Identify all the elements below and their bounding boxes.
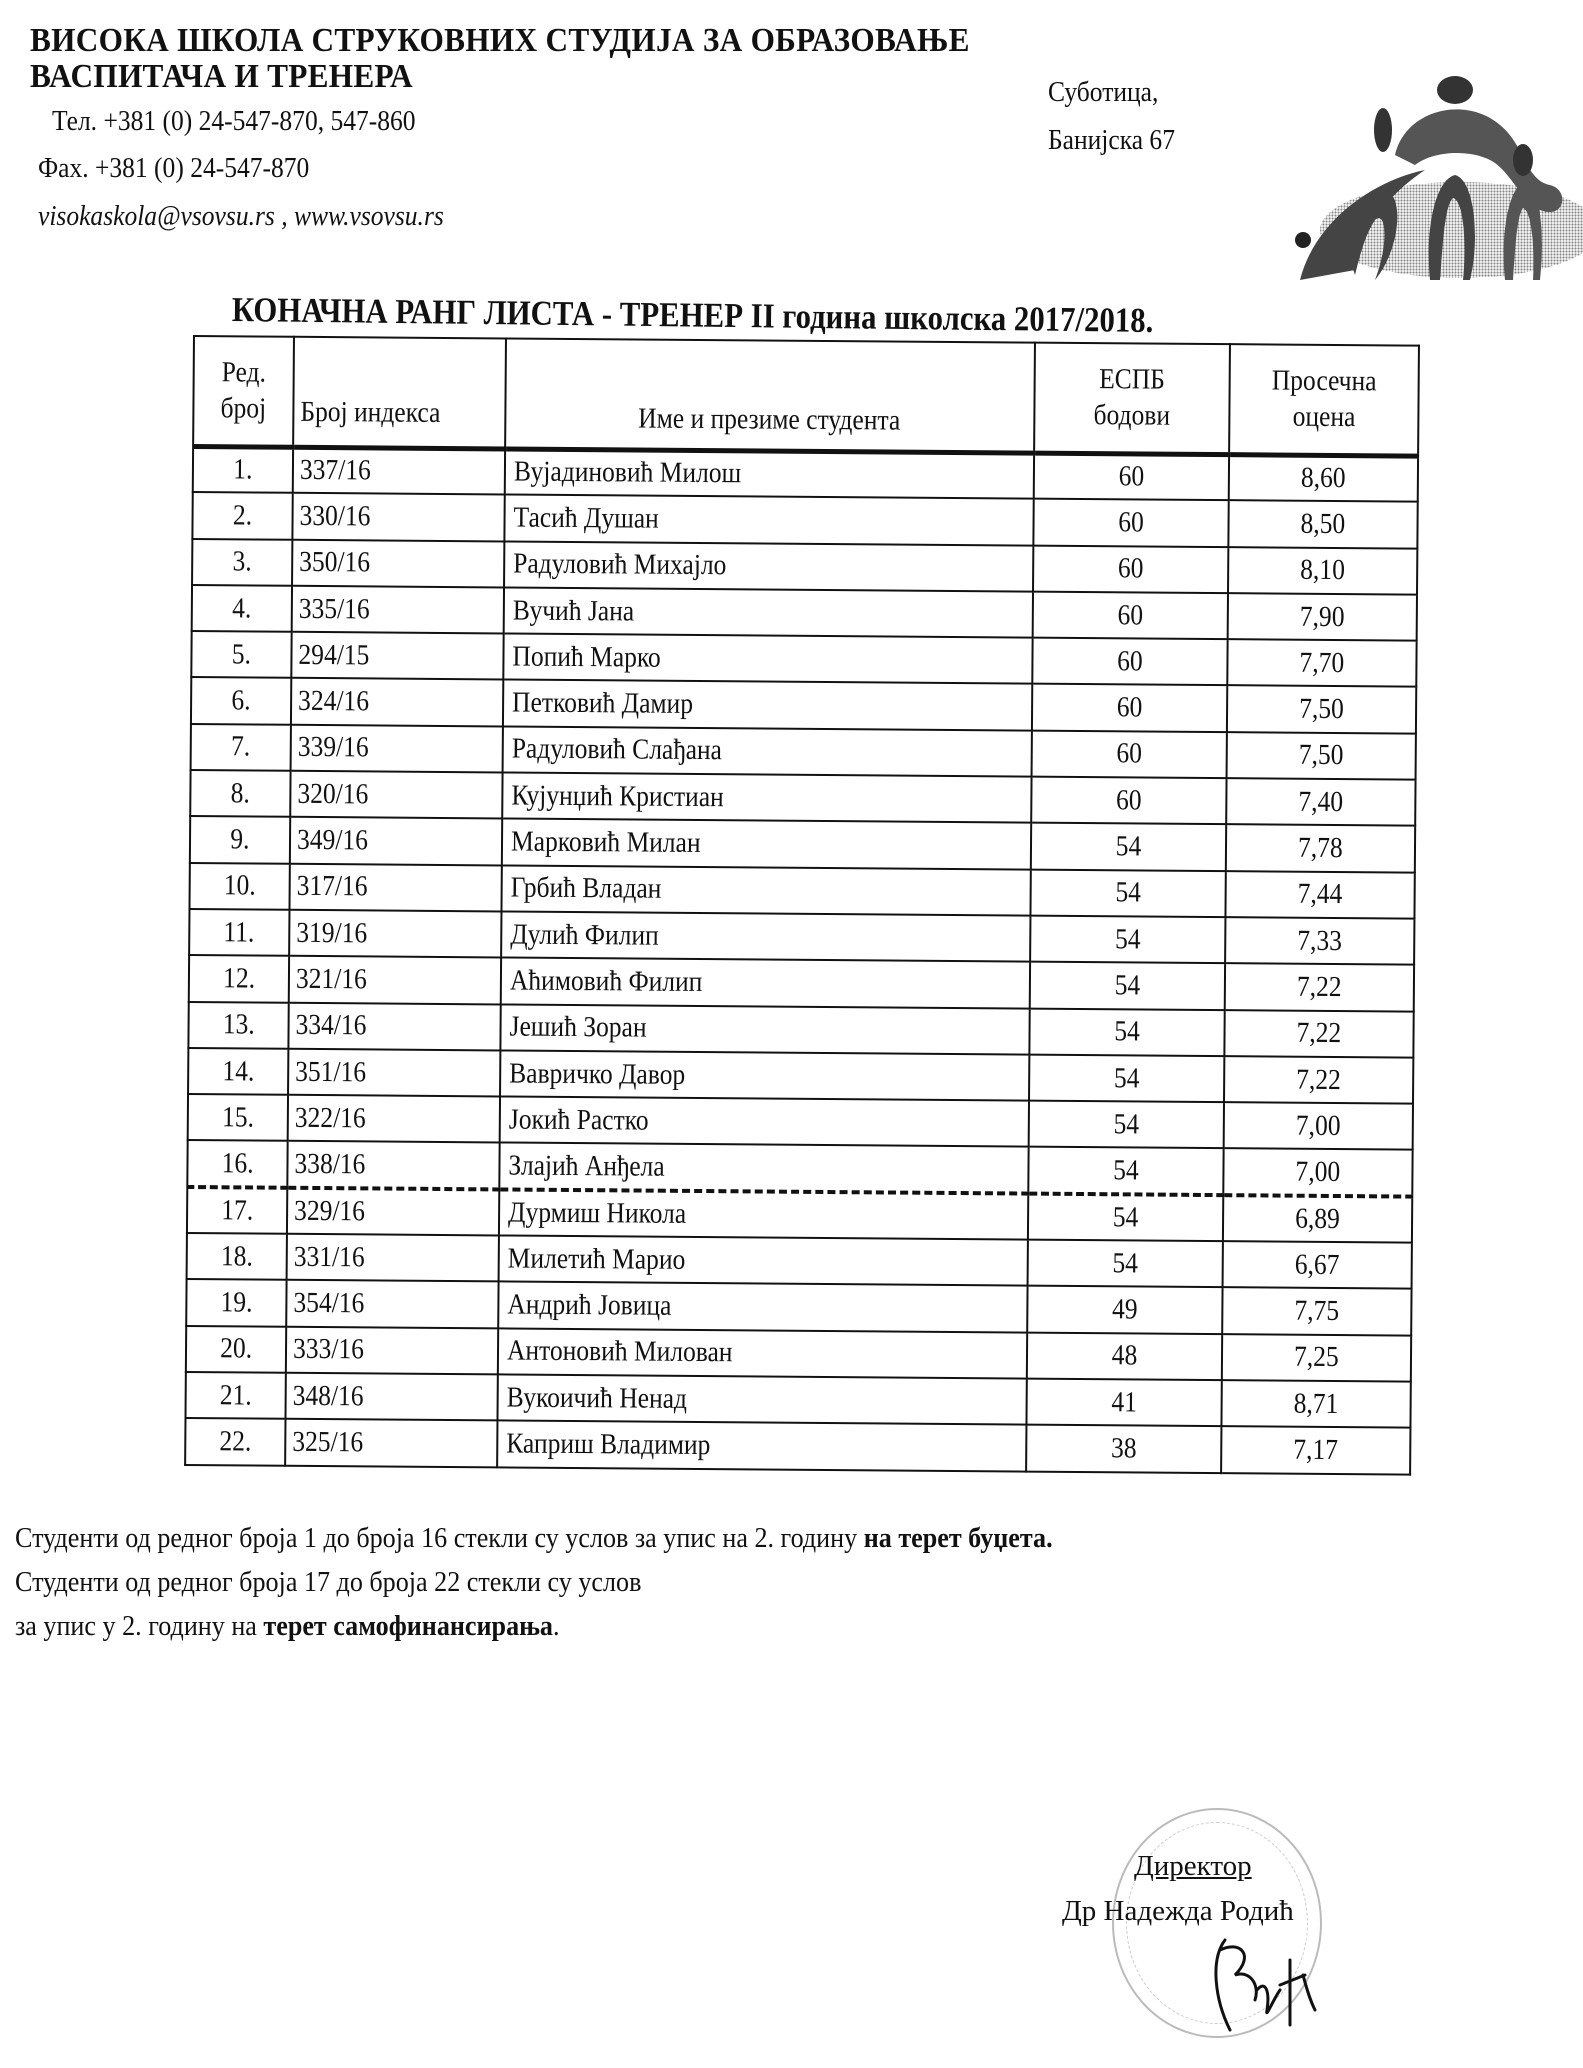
table-row xyxy=(185,1418,1410,1474)
cell-student-name-text: Дурмиш Никола xyxy=(507,1196,686,1230)
cell-index xyxy=(288,1002,500,1050)
cell-rank-text: 12. xyxy=(222,962,255,995)
cell-rank-text: 11. xyxy=(223,915,255,949)
cell-index-text: 354/16 xyxy=(293,1286,365,1320)
cell-ects xyxy=(1028,1101,1224,1149)
cell-rank xyxy=(189,955,289,1002)
cell-index xyxy=(292,586,504,634)
cell-ects xyxy=(1030,916,1226,964)
cell-average-text: 7,70 xyxy=(1299,646,1345,679)
cell-ects xyxy=(1028,1147,1224,1195)
cell-rank xyxy=(185,1372,285,1419)
cell-index xyxy=(286,1234,498,1282)
cell-index-text: 319/16 xyxy=(296,916,368,949)
cell-index-text: 335/16 xyxy=(298,592,370,625)
col-header-average-line2: оцена xyxy=(1292,400,1356,434)
cell-ects xyxy=(1033,545,1229,593)
cell-rank xyxy=(190,816,290,863)
cell-average-text: 7,50 xyxy=(1299,692,1345,726)
col-header-average-line1: Просечна xyxy=(1271,364,1377,398)
cell-student-name xyxy=(502,819,1031,869)
cell-index xyxy=(286,1280,498,1328)
cell-student-name-text: Дулић Филип xyxy=(509,918,659,952)
cell-rank xyxy=(189,863,289,910)
cell-rank-text: 18. xyxy=(220,1239,253,1273)
cell-average-text: 7,17 xyxy=(1293,1433,1339,1466)
cell-index-text: 337/16 xyxy=(299,454,371,487)
table-header-row xyxy=(193,336,1419,456)
cell-ects xyxy=(1028,1193,1224,1241)
cell-index xyxy=(288,1049,500,1097)
cell-rank-text: 7. xyxy=(230,730,251,763)
cell-rank-text: 3. xyxy=(232,545,252,578)
cell-average xyxy=(1223,1195,1412,1243)
cell-rank xyxy=(188,1002,288,1049)
cell-ects-text: 54 xyxy=(1113,1061,1140,1094)
cell-index-text: 330/16 xyxy=(299,499,371,533)
cell-index-text: 334/16 xyxy=(295,1009,367,1042)
cell-average-text: 6,89 xyxy=(1295,1202,1341,1235)
cell-average xyxy=(1221,1426,1410,1474)
cell-index-text: 317/16 xyxy=(296,870,368,903)
cell-ects-text: 54 xyxy=(1114,969,1141,1002)
cell-student-name-text: Тасић Душан xyxy=(513,501,659,535)
table-body xyxy=(185,446,1418,1474)
cell-student-name-text: Вујадиновић Милош xyxy=(513,455,741,490)
cell-ects xyxy=(1031,730,1227,778)
cell-ects xyxy=(1029,1008,1225,1056)
cell-student-name-text: Радуловић Михајло xyxy=(512,547,727,582)
cell-student-name-text: Јешић Зоран xyxy=(509,1010,647,1044)
cell-rank-text: 4. xyxy=(232,591,252,624)
col-header-name-label: Име и презиме студента xyxy=(638,402,901,437)
street-address: Банијска 67 xyxy=(1048,124,1175,156)
cell-rank xyxy=(191,631,291,678)
cell-index-text: 322/16 xyxy=(294,1101,366,1135)
cell-ects xyxy=(1029,1054,1225,1102)
note-budget-text: Студенти од редног броја 1 до броја 16 стекли су услов за упис на 2. годину xyxy=(15,1522,864,1554)
cell-average xyxy=(1224,1056,1413,1104)
signature-icon xyxy=(1195,1930,1325,2040)
cell-average xyxy=(1223,1241,1412,1289)
cell-index-text: 325/16 xyxy=(292,1425,364,1459)
cell-student-name xyxy=(497,1374,1026,1424)
cell-average-text: 8,10 xyxy=(1300,553,1346,587)
cell-average xyxy=(1224,1102,1413,1150)
cell-student-name-text: Вукоичић Ненад xyxy=(506,1381,687,1415)
cell-student-name-text: Марковић Милан xyxy=(510,825,701,860)
cell-rank-text: 19. xyxy=(220,1286,253,1319)
note-selffinanced-emphasis: терет самофинансирања xyxy=(263,1610,553,1642)
cell-average-text: 7,75 xyxy=(1294,1294,1340,1328)
cell-average-text: 7,22 xyxy=(1296,1016,1342,1050)
cell-ects-text: 60 xyxy=(1117,552,1144,585)
cell-rank xyxy=(191,677,291,724)
cell-ects-text: 54 xyxy=(1114,922,1141,956)
cell-ects xyxy=(1030,823,1226,871)
cell-ects xyxy=(1026,1425,1222,1473)
cell-ects-text: 60 xyxy=(1117,598,1144,632)
email-link[interactable]: visokaskola@vsovsu.rs xyxy=(38,200,275,232)
cell-index-text: 331/16 xyxy=(293,1240,365,1274)
cell-average-text: 8,60 xyxy=(1301,462,1346,495)
cell-rank xyxy=(192,585,292,632)
institution-name-line1: ВИСОКА ШКОЛА СТРУКОВНИХ СТУДИЈА ЗА ОБРАЗОВАЊЕ xyxy=(30,22,970,59)
cell-index-text: 350/16 xyxy=(298,546,371,579)
cell-index-text: 329/16 xyxy=(293,1194,365,1228)
cell-index xyxy=(286,1326,498,1374)
cell-rank-text: 2. xyxy=(232,499,253,532)
cell-index xyxy=(290,817,502,865)
cell-rank-text: 1. xyxy=(233,453,253,486)
cell-ects-text: 54 xyxy=(1113,1153,1139,1187)
cell-student-name-text: Кујунџић Кристиан xyxy=(510,779,724,813)
cell-ects xyxy=(1031,777,1227,825)
institution-name-line2: ВАСПИТАЧА И ТРЕНЕРА xyxy=(30,58,413,95)
cell-rank xyxy=(186,1279,286,1326)
note-selffinanced-period: . xyxy=(552,1610,560,1642)
cell-average-text: 7,22 xyxy=(1296,1063,1342,1096)
cell-ects xyxy=(1030,869,1226,917)
cell-rank xyxy=(191,724,291,771)
school-logo-icon xyxy=(1295,70,1583,285)
cell-index xyxy=(287,1141,499,1189)
cell-student-name xyxy=(500,1050,1029,1100)
col-header-rank xyxy=(193,336,294,447)
cell-ects-text: 54 xyxy=(1115,830,1142,863)
cell-student-name-text: Петковић Дамир xyxy=(511,686,693,721)
cell-ects-text: 38 xyxy=(1110,1432,1137,1465)
cell-student-name-text: Антоновић Милован xyxy=(506,1334,733,1369)
cell-student-name xyxy=(501,865,1030,915)
cell-rank xyxy=(186,1326,286,1373)
col-header-name xyxy=(505,338,1035,452)
cell-rank xyxy=(187,1233,287,1280)
cell-ects-text: 54 xyxy=(1112,1201,1139,1234)
note-selffinanced-line2 xyxy=(15,1610,559,1643)
cell-index-text: 339/16 xyxy=(297,731,369,764)
cell-average xyxy=(1222,1334,1411,1382)
cell-student-name xyxy=(498,1282,1027,1332)
cell-index-text: 338/16 xyxy=(294,1147,366,1180)
col-header-ects-line1: ЕСПБ xyxy=(1099,363,1166,396)
cell-index xyxy=(289,863,501,911)
cell-ects-text: 48 xyxy=(1111,1339,1138,1372)
col-header-ects xyxy=(1034,343,1230,455)
cell-average-text: 7,40 xyxy=(1298,785,1344,818)
cell-student-name xyxy=(499,1189,1028,1239)
cell-ects-text: 60 xyxy=(1115,783,1142,817)
col-header-average xyxy=(1229,344,1419,455)
cell-index-text: 320/16 xyxy=(297,777,369,811)
cell-rank-text: 21. xyxy=(219,1378,252,1412)
cell-index xyxy=(285,1373,497,1421)
cell-average xyxy=(1222,1380,1411,1428)
cell-index xyxy=(290,725,502,773)
cell-average xyxy=(1228,593,1417,641)
col-header-index-label: Број индекса xyxy=(300,396,441,430)
cell-index-text: 324/16 xyxy=(297,684,369,718)
cell-average xyxy=(1225,1010,1414,1058)
signatory-title: Директор xyxy=(1134,1850,1252,1882)
cell-ects xyxy=(1033,499,1229,547)
cell-index xyxy=(292,493,504,541)
cell-student-name-text: Андрић Јовица xyxy=(506,1288,672,1322)
cell-ects-text: 60 xyxy=(1117,645,1143,678)
cell-student-name-text: Вавричко Давор xyxy=(508,1057,686,1091)
cell-average xyxy=(1227,732,1416,780)
cell-student-name xyxy=(501,911,1030,961)
cell-average xyxy=(1222,1287,1411,1335)
cell-ects xyxy=(1027,1240,1223,1288)
cell-average-text: 7,90 xyxy=(1299,600,1345,633)
cell-ects xyxy=(1032,684,1228,732)
cell-index xyxy=(290,771,502,819)
cell-student-name xyxy=(502,773,1031,823)
cell-index-text: 321/16 xyxy=(295,962,367,996)
cell-rank-text: 15. xyxy=(221,1101,254,1134)
cell-ects xyxy=(1032,591,1228,639)
cell-rank xyxy=(189,909,289,956)
cell-average-text: 8,71 xyxy=(1293,1387,1339,1420)
note-budget-emphasis: на терет буџета xyxy=(863,1522,1047,1554)
cell-student-name xyxy=(504,448,1033,498)
cell-student-name xyxy=(503,587,1032,637)
cell-student-name xyxy=(500,1004,1029,1054)
cell-student-name-text: Милетић Марио xyxy=(507,1242,686,1276)
col-header-rank-line2: број xyxy=(220,392,267,425)
cell-average xyxy=(1226,825,1415,873)
cell-ects xyxy=(1029,962,1225,1010)
cell-rank xyxy=(192,539,292,586)
page-title: КОНАЧНА РАНГ ЛИСТА - ТРЕНЕР II година школска 2017/2018. xyxy=(231,290,1154,340)
cell-ects-text: 60 xyxy=(1116,691,1143,724)
cell-ects-text: 60 xyxy=(1116,737,1143,770)
cell-ects-text: 54 xyxy=(1112,1246,1139,1280)
cell-rank-text: 14. xyxy=(222,1054,255,1088)
cell-index-text: 333/16 xyxy=(292,1333,364,1366)
cell-rank xyxy=(187,1140,287,1187)
phone-number: Тел. +381 (0) 24-547-870, 547-860 xyxy=(52,105,416,137)
cell-average-text: 7,78 xyxy=(1298,831,1344,865)
cell-average-text: 7,33 xyxy=(1297,924,1343,957)
cell-student-name xyxy=(498,1235,1027,1285)
cell-index xyxy=(287,1188,499,1236)
cell-ects-text: 49 xyxy=(1111,1293,1138,1326)
cell-average-text: 7,50 xyxy=(1298,739,1344,772)
cell-average xyxy=(1225,963,1414,1011)
cell-rank-text: 9. xyxy=(230,823,250,856)
cell-index xyxy=(289,910,501,958)
cell-student-name xyxy=(500,958,1029,1008)
cell-ects xyxy=(1026,1332,1222,1380)
cell-ects-text: 60 xyxy=(1118,506,1144,539)
cell-rank-text: 17. xyxy=(220,1194,254,1227)
cell-average xyxy=(1223,1149,1412,1197)
cell-ects-text: 54 xyxy=(1113,1108,1140,1141)
cell-student-name xyxy=(504,541,1033,591)
note-selffinanced-line1: Студенти од редног броја 17 до броја 22 стекли су услов xyxy=(15,1566,642,1598)
website-link[interactable]: www.vsovsu.rs xyxy=(293,200,444,232)
cell-index xyxy=(288,1095,500,1143)
cell-rank-text: 20. xyxy=(219,1332,253,1365)
cell-index-text: 351/16 xyxy=(294,1055,367,1088)
cell-rank-text: 16. xyxy=(221,1146,254,1180)
note-budget xyxy=(15,1522,1053,1555)
cell-average xyxy=(1229,454,1418,502)
cell-ects xyxy=(1026,1379,1222,1427)
cell-ects xyxy=(1027,1286,1223,1334)
cell-rank-text: 6. xyxy=(231,684,251,717)
cell-student-name xyxy=(498,1328,1027,1378)
contact-separator: , xyxy=(274,200,294,232)
cell-rank-text: 10. xyxy=(223,869,256,902)
cell-index-text: 349/16 xyxy=(296,823,368,857)
cell-rank xyxy=(192,492,292,539)
cell-average-text: 7,22 xyxy=(1297,970,1342,1003)
cell-average-text: 7,25 xyxy=(1294,1340,1340,1374)
cell-student-name xyxy=(503,680,1032,730)
cell-average xyxy=(1226,871,1415,919)
cell-rank-text: 22. xyxy=(219,1425,252,1458)
cell-average-text: 8,50 xyxy=(1300,507,1346,540)
city: Суботица, xyxy=(1048,76,1159,108)
cell-index-text: 348/16 xyxy=(292,1379,364,1412)
cell-rank xyxy=(190,770,290,817)
cell-average xyxy=(1229,500,1418,548)
cell-student-name xyxy=(503,634,1032,684)
cell-rank-text: 13. xyxy=(222,1008,255,1041)
cell-rank-text: 5. xyxy=(231,638,252,671)
ranking-table xyxy=(184,335,1420,1475)
note-selffinanced-text: за упис у 2. годину на xyxy=(15,1610,264,1642)
cell-student-name xyxy=(499,1143,1028,1193)
cell-ects-text: 41 xyxy=(1111,1385,1137,1419)
cell-student-name-text: Злајић Анђела xyxy=(508,1149,665,1183)
cell-ects-text: 54 xyxy=(1114,1015,1140,1048)
cell-average xyxy=(1228,547,1417,595)
cell-average xyxy=(1226,778,1415,826)
col-header-ects-line2: бодови xyxy=(1093,399,1171,432)
col-header-index xyxy=(293,337,506,449)
signatory-name: Др Надежда Родић xyxy=(1062,1895,1294,1927)
cell-student-name-text: Аћимовић Филип xyxy=(509,964,703,998)
note-budget-period: . xyxy=(1046,1522,1053,1554)
cell-rank xyxy=(193,446,293,493)
cell-average-text: 7,00 xyxy=(1295,1109,1341,1142)
cell-average-text: 6,67 xyxy=(1294,1248,1340,1281)
cell-average xyxy=(1227,686,1416,734)
cell-average xyxy=(1227,639,1416,687)
cell-ects-text: 60 xyxy=(1118,460,1145,493)
cell-index-text: 294/15 xyxy=(298,638,370,672)
cell-student-name xyxy=(502,726,1031,776)
cell-student-name-text: Каприш Владимир xyxy=(505,1427,711,1461)
cell-average-text: 7,44 xyxy=(1297,878,1343,911)
cell-student-name-text: Грбић Владан xyxy=(510,871,662,906)
cell-ects xyxy=(1033,453,1229,501)
cell-index xyxy=(292,539,504,587)
cell-student-name-text: Вучић Јана xyxy=(512,594,634,628)
cell-average xyxy=(1225,917,1414,965)
cell-rank xyxy=(188,1094,288,1141)
cell-student-name xyxy=(499,1097,1028,1147)
cell-index xyxy=(285,1419,497,1467)
cell-index xyxy=(293,447,505,495)
cell-student-name xyxy=(504,495,1033,545)
cell-student-name-text: Радуловић Слађана xyxy=(511,732,722,767)
cell-average-text: 7,00 xyxy=(1295,1155,1341,1188)
cell-ects-text: 54 xyxy=(1115,876,1141,909)
cell-index xyxy=(291,678,503,726)
cell-rank xyxy=(185,1418,285,1465)
col-header-rank-line1: Ред. xyxy=(221,356,266,389)
cell-rank-text: 8. xyxy=(230,777,251,810)
cell-student-name-text: Попић Марко xyxy=(512,640,661,674)
cell-ects xyxy=(1032,638,1228,686)
contact-web xyxy=(38,200,444,233)
cell-student-name-text: Јокић Растко xyxy=(508,1103,649,1137)
fax-number: Фах. +381 (0) 24-547-870 xyxy=(38,152,310,184)
cell-rank xyxy=(188,1048,288,1095)
cell-index xyxy=(289,956,501,1004)
cell-index xyxy=(291,632,503,680)
cell-rank xyxy=(187,1187,287,1234)
cell-student-name xyxy=(497,1421,1026,1471)
